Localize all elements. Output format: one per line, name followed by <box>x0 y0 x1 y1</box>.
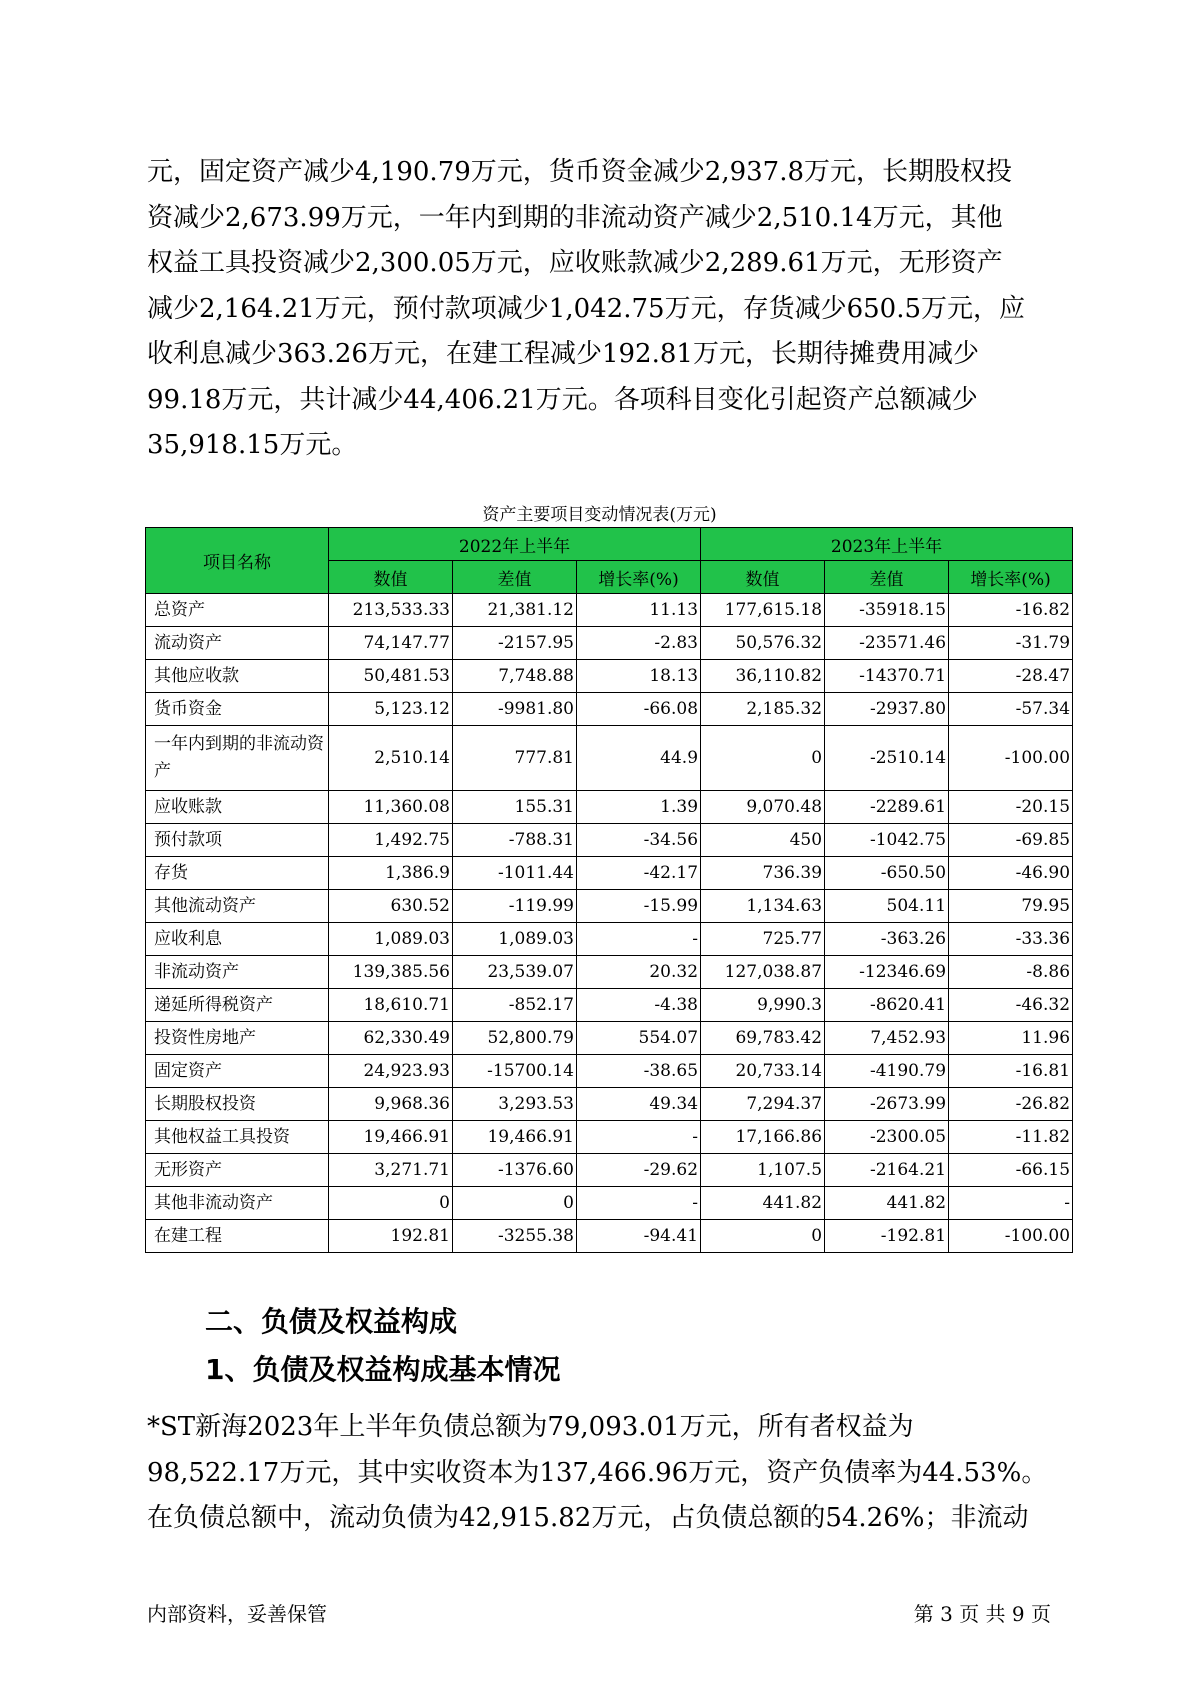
row-value-cell: 1.39 <box>577 791 701 824</box>
table-row <box>146 1220 1073 1253</box>
row-value-cell: 9,070.48 <box>701 791 825 824</box>
paragraph-assets-change <box>147 150 1052 469</box>
paragraph-line: 资减少2,673.99万元，一年内到期的非流动资产减少2,510.14万元，其他 <box>147 202 1003 233</box>
row-value-cell: 2,185.32 <box>701 693 825 726</box>
row-item-name: 应收账款 <box>146 791 329 824</box>
row-value-cell: 155.31 <box>453 791 577 824</box>
table-row <box>146 1154 1073 1187</box>
row-value-cell: 3,293.53 <box>453 1088 577 1121</box>
row-value-cell: 1,492.75 <box>329 824 453 857</box>
row-value-cell: 19,466.91 <box>329 1121 453 1154</box>
subheader-value-2023: 数值 <box>701 561 825 594</box>
row-value-cell: -8620.41 <box>825 989 949 1022</box>
paragraph-line: *ST新海2023年上半年负债总额为79,093.01万元，所有者权益为 <box>147 1412 914 1442</box>
table-row <box>146 857 1073 890</box>
row-value-cell: 74,147.77 <box>329 627 453 660</box>
row-value-cell: 504.11 <box>825 890 949 923</box>
table-caption: 资产主要项目变动情况表(万元) <box>482 505 717 525</box>
row-value-cell: 7,294.37 <box>701 1088 825 1121</box>
row-value-cell: 736.39 <box>701 857 825 890</box>
footer-page-number: 第 3 页 共 9 页 <box>913 1602 1051 1626</box>
row-value-cell: 177,615.18 <box>701 594 825 627</box>
row-value-cell: -4190.79 <box>825 1055 949 1088</box>
table-row <box>146 1055 1073 1088</box>
row-value-cell: 0 <box>701 1220 825 1253</box>
table-row <box>146 594 1073 627</box>
row-value-cell: -1376.60 <box>453 1154 577 1187</box>
row-value-cell: 1,107.5 <box>701 1154 825 1187</box>
row-value-cell: 213,533.33 <box>329 594 453 627</box>
row-value-cell: -34.56 <box>577 824 701 857</box>
row-value-cell: 2,510.14 <box>329 726 453 791</box>
row-value-cell: 11.13 <box>577 594 701 627</box>
row-value-cell: -57.34 <box>949 693 1073 726</box>
row-value-cell: -2937.80 <box>825 693 949 726</box>
row-value-cell: 69,783.42 <box>701 1022 825 1055</box>
row-value-cell: 5,123.12 <box>329 693 453 726</box>
row-value-cell: -2300.05 <box>825 1121 949 1154</box>
row-value-cell: 11,360.08 <box>329 791 453 824</box>
header-group-2023: 2023年上半年 <box>701 528 1073 561</box>
row-item-name: 总资产 <box>146 594 329 627</box>
row-value-cell: 0 <box>701 726 825 791</box>
row-item-name: 一年内到期的非流动资产 <box>146 726 329 791</box>
row-value-cell: -788.31 <box>453 824 577 857</box>
row-value-cell: 139,385.56 <box>329 956 453 989</box>
row-value-cell: -2289.61 <box>825 791 949 824</box>
row-value-cell: -852.17 <box>453 989 577 1022</box>
row-value-cell: -2164.21 <box>825 1154 949 1187</box>
row-value-cell: - <box>577 1121 701 1154</box>
row-item-name: 固定资产 <box>146 1055 329 1088</box>
header-item-name: 项目名称 <box>146 528 329 594</box>
row-value-cell: 20,733.14 <box>701 1055 825 1088</box>
row-value-cell: -31.79 <box>949 627 1073 660</box>
subheader-diff-2023: 差值 <box>825 561 949 594</box>
row-value-cell: -4.38 <box>577 989 701 1022</box>
table-row <box>146 693 1073 726</box>
section-heading: 二、负债及权益构成 <box>205 1305 458 1338</box>
row-item-name: 递延所得税资产 <box>146 989 329 1022</box>
row-value-cell: -46.32 <box>949 989 1073 1022</box>
row-value-cell: -9981.80 <box>453 693 577 726</box>
row-value-cell: -15.99 <box>577 890 701 923</box>
table-row <box>146 791 1073 824</box>
row-item-name: 其他流动资产 <box>146 890 329 923</box>
paragraph-line: 99.18万元，共计减少44,406.21万元。各项科目变化引起资产总额减少 <box>147 384 978 415</box>
subheader-value-2022: 数值 <box>329 561 453 594</box>
row-value-cell: 630.52 <box>329 890 453 923</box>
row-value-cell: - <box>949 1187 1073 1220</box>
paragraph-line: 在负债总额中，流动负债为42,915.82万元，占负债总额的54.26%；非流动 <box>147 1503 1029 1533</box>
row-value-cell: 52,800.79 <box>453 1022 577 1055</box>
row-value-cell: -8.86 <box>949 956 1073 989</box>
row-value-cell: -33.36 <box>949 923 1073 956</box>
row-item-name: 投资性房地产 <box>146 1022 329 1055</box>
paragraph-line: 权益工具投资减少2,300.05万元，应收账款减少2,289.61万元，无形资产 <box>147 248 1003 278</box>
row-value-cell: -100.00 <box>949 726 1073 791</box>
paragraph-line: 元，固定资产减少4,190.79万元，货币资金减少2,937.8万元，长期股权投 <box>147 157 1013 187</box>
table-row <box>146 956 1073 989</box>
table-row <box>146 660 1073 693</box>
row-value-cell: 17,166.86 <box>701 1121 825 1154</box>
row-item-name: 应收利息 <box>146 923 329 956</box>
table-row <box>146 1022 1073 1055</box>
row-item-name: 长期股权投资 <box>146 1088 329 1121</box>
row-value-cell: 441.82 <box>701 1187 825 1220</box>
row-value-cell: -100.00 <box>949 1220 1073 1253</box>
row-value-cell: -2157.95 <box>453 627 577 660</box>
row-value-cell: 44.9 <box>577 726 701 791</box>
row-value-cell: -14370.71 <box>825 660 949 693</box>
row-value-cell: 1,089.03 <box>453 923 577 956</box>
table-row <box>146 1187 1073 1220</box>
table-row <box>146 824 1073 857</box>
row-value-cell: -119.99 <box>453 890 577 923</box>
row-value-cell: -363.26 <box>825 923 949 956</box>
row-value-cell: -35918.15 <box>825 594 949 627</box>
table-row <box>146 726 1073 791</box>
row-value-cell: -20.15 <box>949 791 1073 824</box>
row-value-cell: -69.85 <box>949 824 1073 857</box>
row-value-cell: 19,466.91 <box>453 1121 577 1154</box>
row-value-cell: 7,452.93 <box>825 1022 949 1055</box>
row-value-cell: -3255.38 <box>453 1220 577 1253</box>
row-value-cell: 7,748.88 <box>453 660 577 693</box>
row-value-cell: 777.81 <box>453 726 577 791</box>
row-item-name: 存货 <box>146 857 329 890</box>
row-value-cell: 62,330.49 <box>329 1022 453 1055</box>
row-value-cell: -66.15 <box>949 1154 1073 1187</box>
subsection-heading: 1、负债及权益构成基本情况 <box>205 1353 561 1386</box>
footer-confidential: 内部资料，妥善保管 <box>147 1602 327 1626</box>
row-value-cell: -1042.75 <box>825 824 949 857</box>
row-value-cell: 50,576.32 <box>701 627 825 660</box>
row-value-cell: - <box>577 1187 701 1220</box>
table-row <box>146 1088 1073 1121</box>
row-value-cell: -192.81 <box>825 1220 949 1253</box>
row-value-cell: 18.13 <box>577 660 701 693</box>
row-value-cell: 441.82 <box>825 1187 949 1220</box>
row-value-cell: -26.82 <box>949 1088 1073 1121</box>
paragraph-liabilities <box>147 1405 1052 1542</box>
row-value-cell: 49.34 <box>577 1088 701 1121</box>
paragraph-line: 减少2,164.21万元，预付款项减少1,042.75万元，存货减少650.5万元，应 <box>147 293 1025 324</box>
row-value-cell: -12346.69 <box>825 956 949 989</box>
subheader-rate-2022: 增长率(%) <box>577 561 701 594</box>
row-value-cell: 1,134.63 <box>701 890 825 923</box>
row-value-cell: -29.62 <box>577 1154 701 1187</box>
row-item-name: 在建工程 <box>146 1220 329 1253</box>
table-row <box>146 989 1073 1022</box>
row-value-cell: 24,923.93 <box>329 1055 453 1088</box>
row-value-cell: 725.77 <box>701 923 825 956</box>
row-value-cell: -11.82 <box>949 1121 1073 1154</box>
row-value-cell: 79.95 <box>949 890 1073 923</box>
row-value-cell: 0 <box>329 1187 453 1220</box>
table-row <box>146 1121 1073 1154</box>
row-value-cell: -28.47 <box>949 660 1073 693</box>
table-row <box>146 890 1073 923</box>
row-value-cell: -2673.99 <box>825 1088 949 1121</box>
row-value-cell: -94.41 <box>577 1220 701 1253</box>
row-value-cell: -2.83 <box>577 627 701 660</box>
row-item-name: 预付款项 <box>146 824 329 857</box>
row-value-cell: 1,386.9 <box>329 857 453 890</box>
row-item-name: 流动资产 <box>146 627 329 660</box>
subheader-rate-2023: 增长率(%) <box>949 561 1073 594</box>
row-value-cell: -66.08 <box>577 693 701 726</box>
row-item-name: 货币资金 <box>146 693 329 726</box>
row-value-cell: 3,271.71 <box>329 1154 453 1187</box>
row-value-cell: 127,038.87 <box>701 956 825 989</box>
row-value-cell: 554.07 <box>577 1022 701 1055</box>
row-value-cell: -1011.44 <box>453 857 577 890</box>
table-row <box>146 627 1073 660</box>
row-item-name: 其他非流动资产 <box>146 1187 329 1220</box>
row-value-cell: -2510.14 <box>825 726 949 791</box>
row-item-name: 无形资产 <box>146 1154 329 1187</box>
row-value-cell: 9,968.36 <box>329 1088 453 1121</box>
row-value-cell: -16.81 <box>949 1055 1073 1088</box>
row-value-cell: -650.50 <box>825 857 949 890</box>
assets-table <box>145 527 1073 1253</box>
row-value-cell: 50,481.53 <box>329 660 453 693</box>
row-value-cell: 192.81 <box>329 1220 453 1253</box>
table-body <box>146 594 1073 1253</box>
row-value-cell: 18,610.71 <box>329 989 453 1022</box>
paragraph-line: 35,918.15万元。 <box>147 430 358 460</box>
row-value-cell: 450 <box>701 824 825 857</box>
row-item-name: 非流动资产 <box>146 956 329 989</box>
row-value-cell: 23,539.07 <box>453 956 577 989</box>
row-item-name: 其他权益工具投资 <box>146 1121 329 1154</box>
paragraph-line: 98,522.17万元，其中实收资本为137,466.96万元，资产负债率为44.53%。 <box>147 1457 1048 1488</box>
row-value-cell: 0 <box>453 1187 577 1220</box>
row-item-name: 其他应收款 <box>146 660 329 693</box>
row-value-cell: -23571.46 <box>825 627 949 660</box>
row-value-cell: 11.96 <box>949 1022 1073 1055</box>
row-value-cell: 36,110.82 <box>701 660 825 693</box>
row-value-cell: -15700.14 <box>453 1055 577 1088</box>
subheader-diff-2022: 差值 <box>453 561 577 594</box>
table-row <box>146 923 1073 956</box>
row-value-cell: -16.82 <box>949 594 1073 627</box>
row-value-cell: -42.17 <box>577 857 701 890</box>
row-value-cell: - <box>577 923 701 956</box>
paragraph-line: 收利息减少363.26万元，在建工程减少192.81万元，长期待摊费用减少 <box>147 339 979 369</box>
row-value-cell: -38.65 <box>577 1055 701 1088</box>
row-value-cell: 21,381.12 <box>453 594 577 627</box>
header-group-2022: 2022年上半年 <box>329 528 701 561</box>
row-value-cell: -46.90 <box>949 857 1073 890</box>
row-value-cell: 9,990.3 <box>701 989 825 1022</box>
row-value-cell: 1,089.03 <box>329 923 453 956</box>
row-value-cell: 20.32 <box>577 956 701 989</box>
